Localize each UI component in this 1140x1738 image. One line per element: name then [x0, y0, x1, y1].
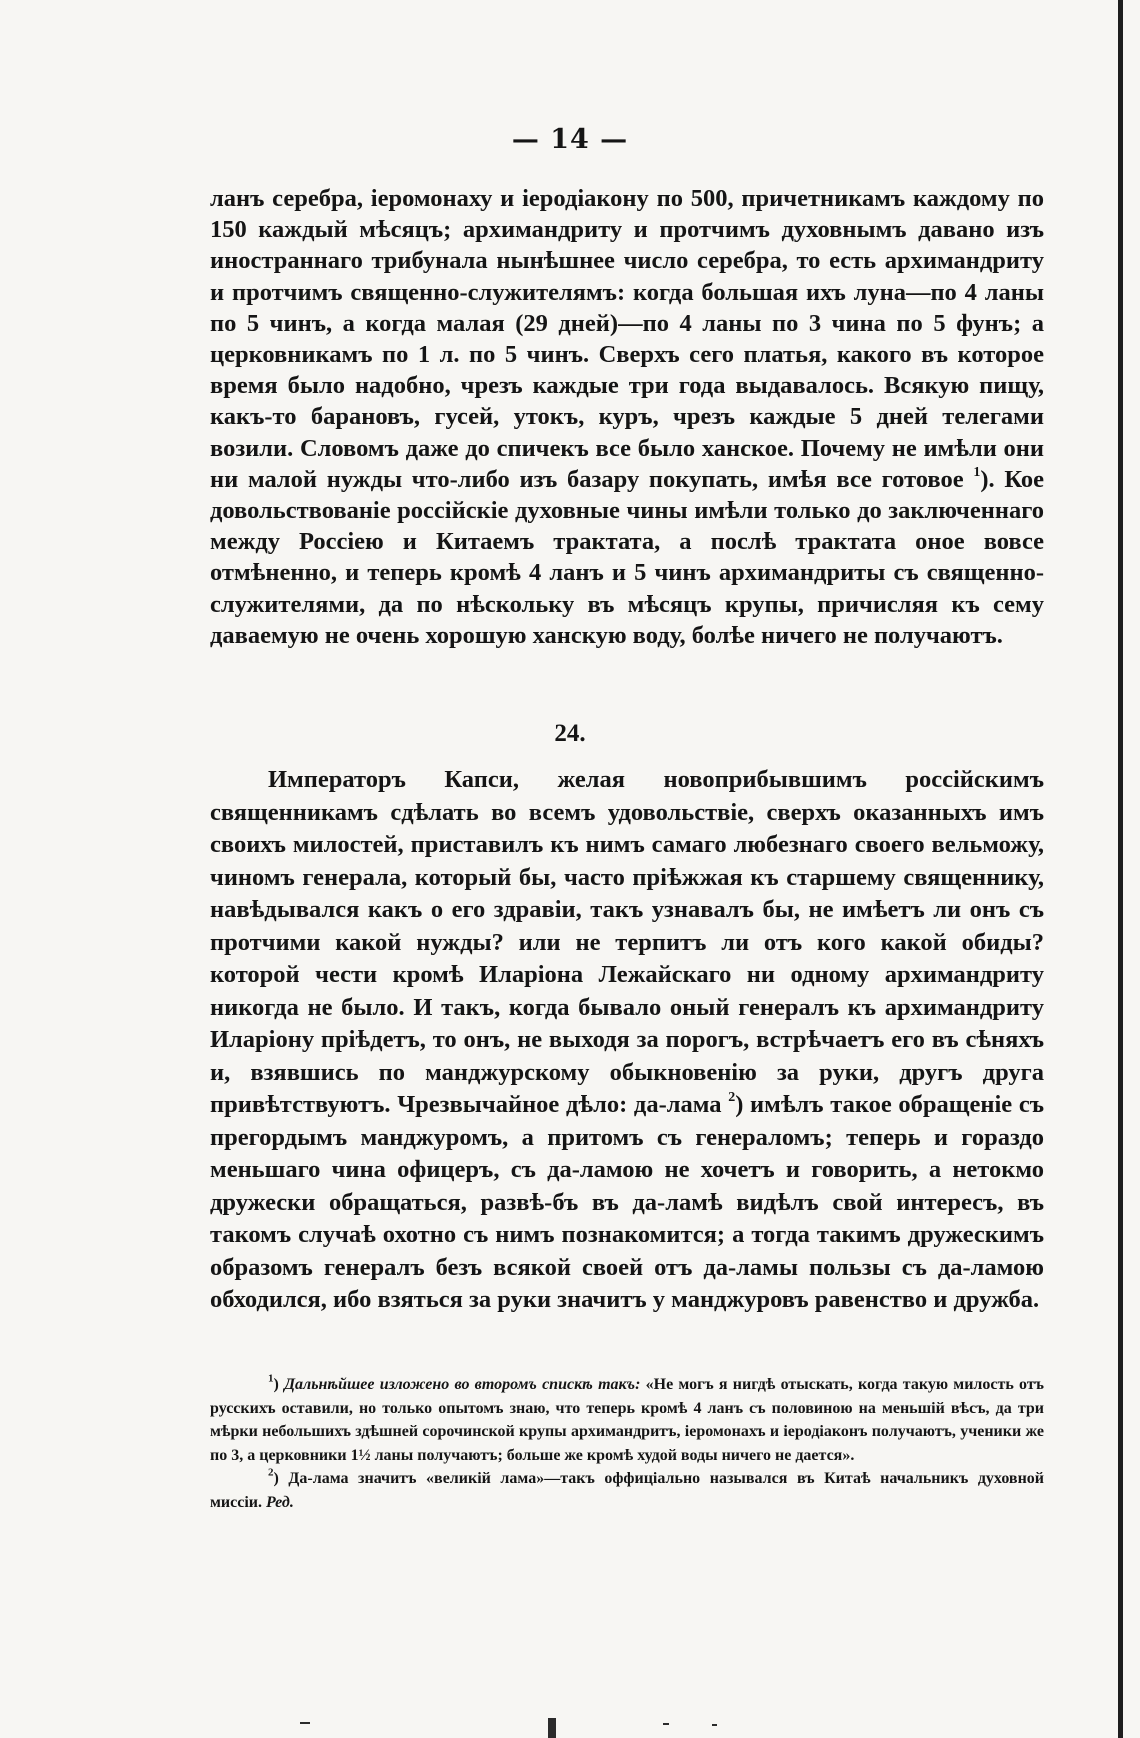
footnote-2 — [210, 1467, 1044, 1514]
scan-speck — [663, 1723, 669, 1725]
scan-speck — [300, 1722, 310, 1724]
editor-signature: Ред. — [265, 1493, 294, 1511]
footnote-marker: 2 — [268, 1466, 274, 1479]
footnote-reference: 1 — [973, 464, 981, 480]
continued-paragraph-block — [210, 183, 1044, 651]
footnote-marker: 1 — [268, 1372, 274, 1385]
scan-page-edge — [1118, 0, 1123, 1738]
page-number: — 14 — — [511, 124, 629, 155]
footnote-1 — [210, 1373, 1044, 1467]
footnote-marker-close: ) — [273, 1376, 279, 1393]
paragraph-text-continued: ). Кое довольствованіе россійскіе духовные чины имѣли только до заключеннаго между Россіею и Китаемъ трактата, а послѣ трактата оное вовсе отмѣненно, и теперь кромѣ 4 ланъ и 5 чинъ архимандриты съ священно-служителями, да по нѣскольку въ мѣсяцъ крупы, причисляя къ сему даваемую не очень хорошую ханскую воду, болѣе ничего не получаютъ. — [210, 465, 1044, 649]
footnotes — [210, 1373, 1044, 1514]
paragraph-text: Императоръ Капси, желая новоприбывшимъ россійскимъ священникамъ сдѣлать во всемъ удовольствіе, сверхъ оказанныхъ имъ своихъ милостей, приставилъ къ нимъ самаго любезнаго своего вельможу, чиномъ генерала, который бы, часто пріѣжжая къ старшему священнику, навѣдывался какъ о его здравіи, такъ узнавалъ бы, не имѣетъ ли онъ съ протчими какой нужды? или не терпитъ ли отъ кого какой обиды? которой чести кромѣ Иларіона Лежайскаго ни одному архимандриту никогда не было. И такъ, когда бывало оный генералъ къ архимандриту Иларіону пріѣдетъ, то онъ, не выходя за порогъ, встрѣчаетъ его въ сѣняхъ и, взявшись по манджурскому обыкновенію за руки, другъ друга привѣтствуютъ. Чрезвычайное дѣло: да-лама — [210, 766, 1044, 1118]
section-paragraph-block — [210, 764, 1044, 1317]
scan-speck — [548, 1718, 556, 1738]
scan-bottom-marks — [0, 1712, 1140, 1738]
footnote-reference: 2 — [728, 1089, 736, 1105]
scan-speck — [712, 1724, 717, 1726]
section-number: 24. — [554, 720, 586, 747]
body-paragraph — [210, 183, 1044, 651]
footnote-marker-close: ) — [273, 1470, 279, 1487]
footnote-text: «Не могъ я нигдѣ отыскать, когда такую милость отъ русскихъ оставили, но только опытомъ знаю, что теперь кромѣ 4 ланъ съ половиною на меньшій вѣсъ, да три мѣрки небольшихъ здѣшней сорочинской крупы архимандритъ, іеромонахъ и іеродіаконъ получаютъ, ученики же по 3, а церковники 1½ ланы получаютъ; больше же кромѣ худой воды ничего не дается». — [210, 1376, 1045, 1464]
paragraph-text-continued: ) имѣлъ такое обращеніе съ прегордымъ манджуромъ, а притомъ съ генераломъ; теперь и гораздо меньшаго чина офицеръ, съ да-ламою не хочетъ и говорить, а нетокмо дружески обращаться, развѣ-бъ въ да-ламѣ видѣлъ свой интересъ, въ такомъ случаѣ охотно съ нимъ познакомится; а тогда такимъ дружескимъ образомъ генералъ безъ всякой своей отъ да-ламы пользы съ да-ламою обходился, ибо взяться за руки значитъ у манджуровъ равенство и дружба. — [210, 1091, 1044, 1313]
footnote-text: Да-лама значитъ «великій лама»—такъ оффиціально назывался въ Китаѣ начальникъ духовной миссіи. — [210, 1470, 1045, 1511]
paragraph-text: ланъ серебра, іеромонаху и іеродіакону по 500, причетникамъ каждому по 150 каждый мѣсяцъ; архимандриту и протчимъ духовнымъ давано изъ иностраннаго трибунала нынѣшнее число серебра, то есть архимандриту и протчимъ священно-служителямъ: когда большая ихъ луна—по 4 ланы по 5 чинъ, а когда малая (29 дней)—по 4 ланы по 3 чина по 5 фунъ; а церковникамъ по 1 л. по 5 чинъ. Сверхъ сего платья, какого въ которое время было надобно, чрезъ каждые три года выдавалось. Всякую пищу, какъ-то барановъ, гусей, утокъ, куръ, чрезъ каждые 5 дней телегами возили. Словомъ даже до спичекъ все было ханское. Почему не имѣли они ни малой нужды что-либо изъ базару покупать, имѣя все готовое — [210, 185, 1044, 493]
footnote-lead: Дальнѣйшее изложено во второмъ спискѣ такъ: — [284, 1376, 641, 1393]
body-paragraph — [210, 764, 1044, 1317]
